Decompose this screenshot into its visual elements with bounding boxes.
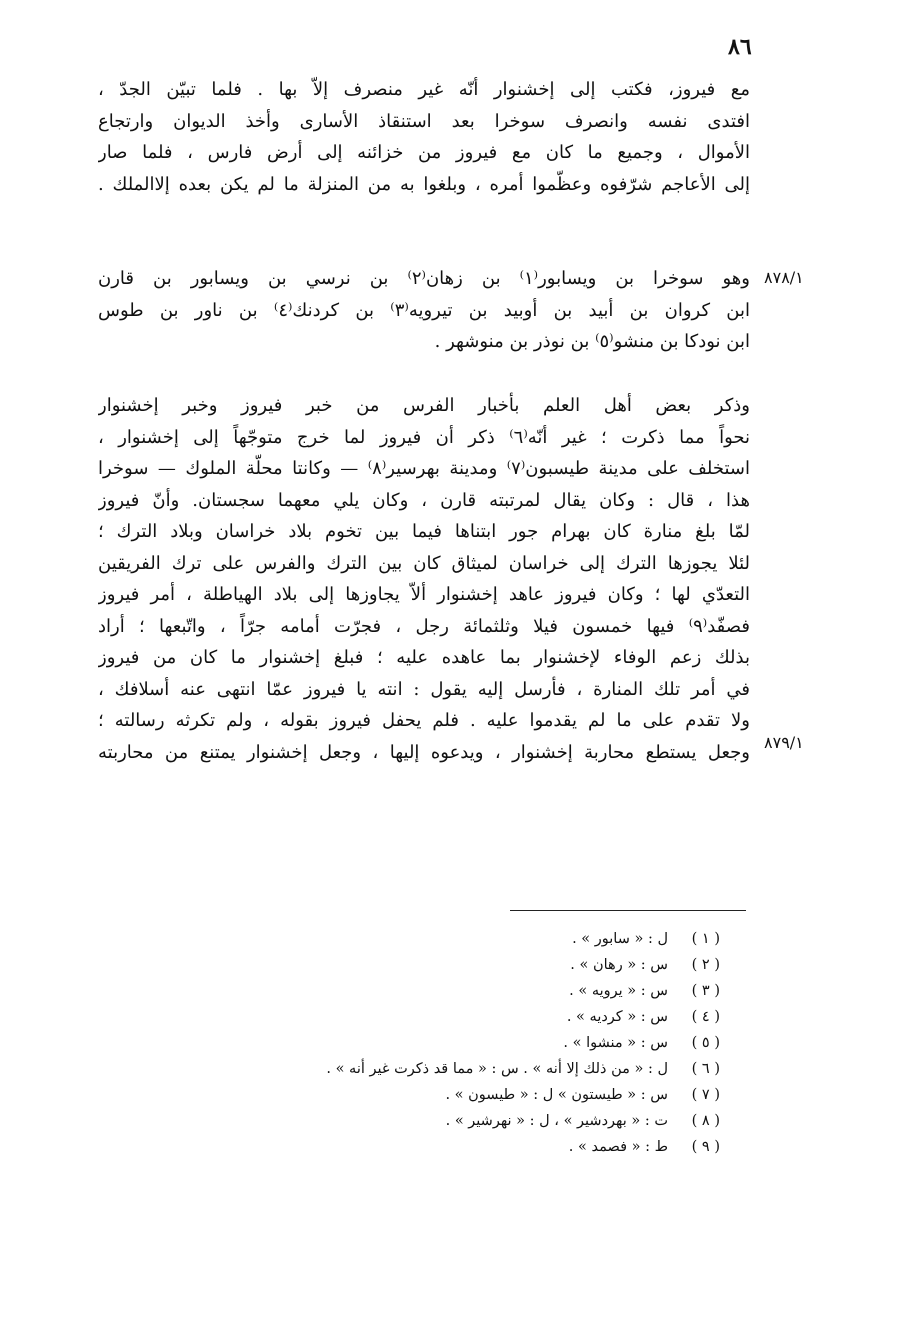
text-line: هذا ، قال : وكان يقال لمرتبته قارن ، وكان يلي معهما سجستان. وأنّ فيروز <box>98 489 750 511</box>
text-line: لمّا بلغ منارة كان بهرام جور ابتناها فيما بين تخوم بلاد خراسان وبلاد الترك ؛ <box>98 521 750 542</box>
page-number: ٨٦ <box>728 34 752 60</box>
footnote-text: س : « منشوا » . <box>563 1035 668 1051</box>
footnote-text: س : « طيستون » ل : « طيسون » . <box>445 1087 668 1103</box>
footnote-number: ( ٢ ) <box>691 957 720 973</box>
paragraph-1 <box>98 74 750 200</box>
paragraph-3 <box>98 390 750 768</box>
footnote-divider <box>510 910 746 911</box>
paragraph-2 <box>98 263 750 358</box>
footnote-number: ( ٩ ) <box>691 1139 720 1155</box>
footnote <box>250 1134 720 1160</box>
text-line: لئلا يجوزها الترك إلى خراسان لميثاق كان بين الترك والفرس على ترك الفريقين <box>98 552 750 574</box>
text-line: ابن كروان بن أبيد بن أوبيد بن تيرويه⁽٣⁾ بن كردنك⁽٤⁾ بن ناور بن طوس <box>98 299 750 321</box>
text-line: افتدى نفسه وانصرف سوخرا بعد استنقاذ الأسارى وأخذ الديوان وارتجاع <box>98 110 750 132</box>
footnotes <box>250 926 720 1160</box>
footnote <box>250 1030 720 1056</box>
footnote <box>250 926 720 952</box>
margin-reference: ٨٧٨/١ <box>764 268 804 287</box>
footnote-number: ( ٦ ) <box>691 1061 720 1077</box>
text-line: وذكر بعض أهل العلم بأخبار الفرس من خبر فيروز وخبر إخشنوار <box>98 395 750 416</box>
text-line: الأموال ، وجميع ما كان مع فيروز من خزائنه إلى أرض فارس ، فلما صار <box>98 142 750 163</box>
footnote <box>250 952 720 978</box>
text-line: في أمر تلك المنارة ، فأرسل إليه يقول : انته يا فيروز عمّا انتهى عنه أسلافك ، <box>98 678 750 700</box>
footnote-text: ط : « فصمد » . <box>568 1139 668 1155</box>
footnote <box>250 1056 720 1082</box>
footnote <box>250 1004 720 1030</box>
footnote <box>250 1108 720 1134</box>
text-line: وجعل يستطع محاربة إخشنوار ، ويدعوه إليها ، وجعل إخشنوار يمتنع من محاربته <box>98 741 750 763</box>
text-line: بذلك زعم الوفاء لإخشنوار بما عاهده عليه ؛ فبلغ إخشنوار ما كان من فيروز <box>98 647 750 668</box>
text-line: ولا تقدم على ما لم يقدموا عليه . فلم يحفل فيروز بقوله ، ولم تكرثه رسالته ؛ <box>98 710 750 731</box>
text-line: وهو سوخرا بن ويسابور⁽١⁾ بن زهان⁽٢⁾ بن نرسي بن ويسابور بن قارن <box>98 268 750 289</box>
text-line: استخلف على مدينة طيسبون⁽٧⁾ ومدينة بهرسير⁽٨⁾ — وكانتا محلّة الملوك — سوخرا <box>98 458 750 479</box>
footnote-text: ت : « بهردشير » ، ل : « نهرشير » . <box>445 1113 668 1129</box>
footnote-text: س : « كرديه » . <box>566 1009 668 1025</box>
footnote-text: س : « يرويه » . <box>569 983 668 999</box>
text-line: ابن نودكا بن منشو⁽٥⁾ بن نوذر بن منوشهر . <box>434 331 750 352</box>
footnote <box>250 1082 720 1108</box>
footnote-text: ل : « من ذلك إلا أنه » . س : « مما قد ذكرت غير أنه » . <box>326 1061 668 1077</box>
footnote-number: ( ٤ ) <box>691 1009 720 1025</box>
footnote-number: ( ٥ ) <box>691 1035 720 1051</box>
footnote <box>250 978 720 1004</box>
text-line: مع فيروز، فكتب إلى إخشنوار أنّه غير منصرف إلاّ بها . فلما تبيّن الجدّ ، <box>98 79 750 100</box>
text-line: التعدّي لها ؛ وكان فيروز عاهد إخشنوار ألاّ يجاوزها إلى بلاد الهياطلة ، أمر فيروز <box>98 584 750 605</box>
footnote-text: ل : « سابور » . <box>572 931 668 947</box>
text-line: نحواً مما ذكرت ؛ غير أنّه⁽٦⁾ ذكر أن فيروز لما خرج متوجّهاً إلى إخشنوار ، <box>98 426 750 448</box>
footnote-number: ( ٧ ) <box>691 1087 720 1103</box>
text-line: إلى الأعاجم شرّفوه وعظّموا أمره ، وبلغوا به من المنزلة ما لم يكن بعده إلاالملك . <box>98 173 750 195</box>
footnote-number: ( ٨ ) <box>691 1113 720 1129</box>
footnote-text: س : « رهان » . <box>570 957 668 973</box>
margin-reference: ٨٧٩/١ <box>764 733 804 752</box>
footnote-number: ( ٣ ) <box>691 983 720 999</box>
text-line: فصفّد⁽٩⁾ فيها خمسون فيلا وثلثمائة رجل ، فجرّت أمامه جرّاً ، واتّبعها ؛ أراد <box>98 615 750 637</box>
footnote-number: ( ١ ) <box>691 931 720 947</box>
